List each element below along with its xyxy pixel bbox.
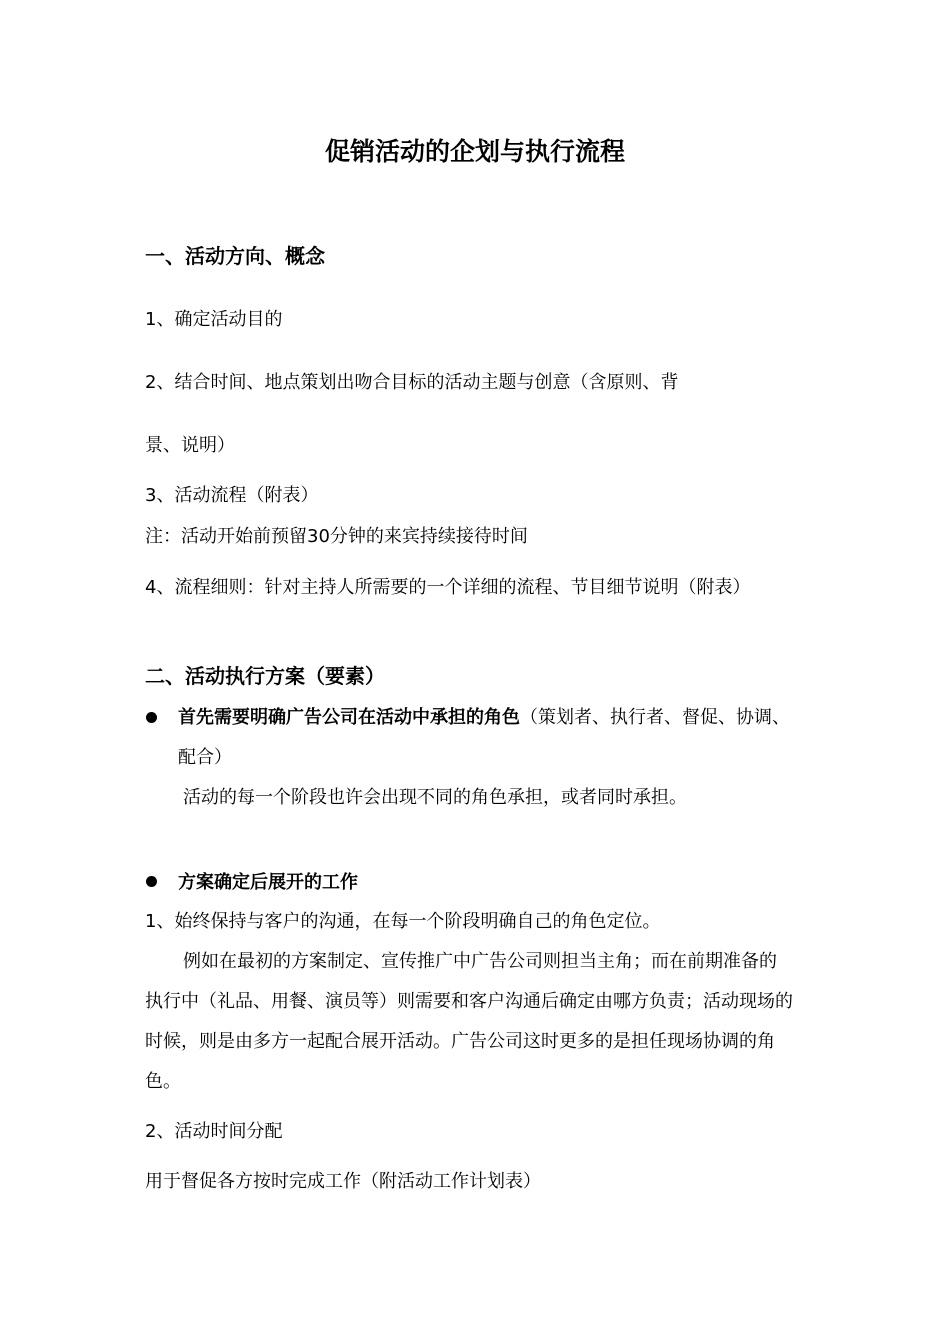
section-1-item-2-cont: 景、说明） [145, 435, 235, 456]
section-2-para-line-4: 色。 [145, 1071, 181, 1092]
section-2-para-line-2: 执行中（礼品、用餐、演员等）则需要和客户沟通后确定由哪方负责；活动现场的 [145, 991, 793, 1012]
section-1-item-1: 1、确定活动目的 [145, 309, 283, 330]
page-title: 促销活动的企划与执行流程 [324, 137, 625, 166]
section-2-para-line-1: 例如在最初的方案制定、宣传推广中广告公司则担当主角；而在前期准备的 [183, 951, 777, 972]
section-1-heading: 一、活动方向、概念 [145, 244, 325, 268]
section-1-item-3: 3、活动流程（附表） [145, 485, 319, 506]
section-2-heading: 二、活动执行方案（要素） [145, 664, 385, 688]
section-2-line-1: 1、始终保持与客户的沟通，在每一个阶段明确自己的角色定位。 [145, 911, 661, 932]
bullet-1-normal: （策划者、执行者、督促、协调、 [520, 707, 790, 728]
bullet-dot [146, 876, 157, 887]
section-1-item-2: 2、结合时间、地点策划出吻合目标的活动主题与创意（含原则、背 [145, 372, 679, 393]
bullet-1-bold: 首先需要明确广告公司在活动中承担的角色 [178, 707, 520, 728]
bullet-dot [146, 712, 157, 723]
bullet-1-line-2: 配合） [178, 747, 232, 768]
section-1-note: 注：活动开始前预留30分钟的来宾持续接待时间 [145, 526, 528, 547]
section-1-item-4: 4、流程细则：针对主持人所需要的一个详细的流程、节目细节说明（附表） [145, 577, 751, 598]
bullet-1-text [178, 706, 790, 730]
section-2-para-line-3: 时候，则是由多方一起配合展开活动。广告公司这时更多的是担任现场协调的角 [145, 1031, 775, 1052]
bullet-1-note: 活动的每一个阶段也许会出现不同的角色承担，或者同时承担。 [183, 787, 687, 808]
section-2-item-2: 2、活动时间分配 [145, 1121, 283, 1142]
section-2-item-2-desc: 用于督促各方按时完成工作（附活动工作计划表） [145, 1171, 541, 1192]
bullet-2-text: 方案确定后展开的工作 [178, 872, 358, 893]
